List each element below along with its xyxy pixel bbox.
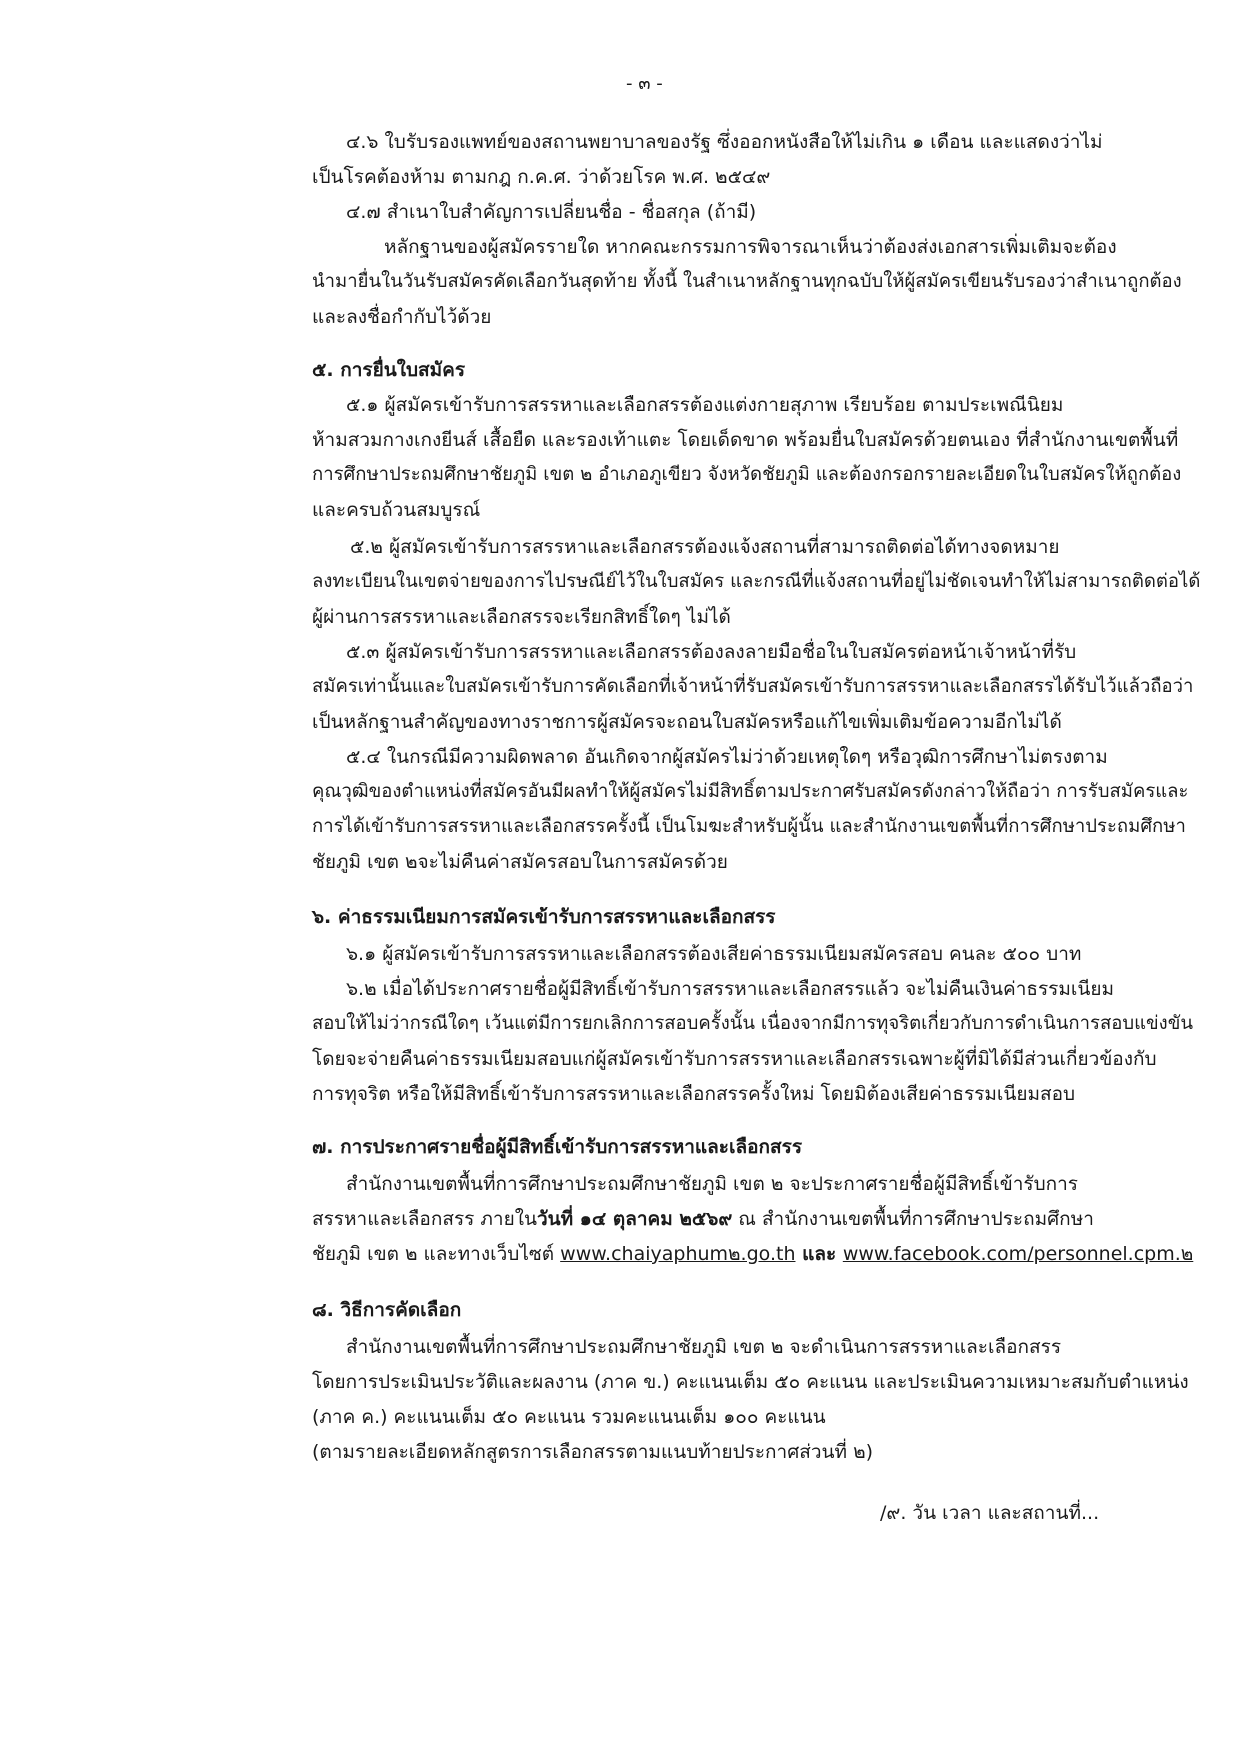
item-5-4-line-1: ๕.๔ ในกรณีมีความผิดพลาด อันเกิดจากผู้สมัครไม่ว่าด้วยเหตุใดๆ หรือวุฒิการศึกษาไม่ตรงตาม <box>346 746 1108 768</box>
item-5-1-line-4: และครบถ้วนสมบูรณ์ <box>312 499 481 521</box>
item-5-2-line-3: ผู้ผ่านการสรรหาและเลือกสรรจะเรียกสิทธิ์ใดๆ ไม่ได้ <box>312 606 731 628</box>
selection-line-3: (ภาค ค.) คะแนนเต็ม ๕๐ คะแนน รวมคะแนนเต็ม ๑๐๐ คะแนน <box>312 1406 826 1428</box>
section-7-heading: ๗. การประกาศรายชื่อผู้มีสิทธิ์เข้ารับการสรรหาและเลือกสรร <box>312 1136 803 1158</box>
item-5-1-line-1: ๕.๑ ผู้สมัครเข้ารับการสรรหาและเลือกสรรต้องแต่งกายสุภาพ เรียบร้อย ตามประเพณีนิยม <box>346 394 1064 416</box>
note-line-1: หลักฐานของผู้สมัครรายใด หากคณะกรรมการพิจารณาเห็นว่าต้องส่งเอกสารเพิ่มเติมจะต้อง <box>384 236 1117 258</box>
item-5-2-line-1: ๕.๒ ผู้สมัครเข้ารับการสรรหาและเลือกสรรต้องแจ้งสถานที่สามารถติดต่อได้ทางจดหมาย <box>350 536 1060 558</box>
item-6-2-line-2: สอบให้ไม่ว่ากรณีใดๆ เว้นแต่มีการยกเลิกการสอบครั้งนั้น เนื่องจากมีการทุจริตเกี่ยวกับการดำเนินการสอบแข่งขัน <box>312 1013 1193 1034</box>
continuation-note: /๙. วัน เวลา และสถานที่... <box>880 1502 1100 1524</box>
and-text: และ <box>795 1243 843 1265</box>
announcement-text: สรรหาและเลือกสรร ภายใน <box>312 1208 537 1230</box>
selection-line-4: (ตามรายละเอียดหลักสูตรการเลือกสรรตามแนบท้ายประกาศส่วนที่ ๒) <box>312 1441 874 1463</box>
website-link[interactable]: www.chaiyaphum๒.go.th <box>560 1243 796 1265</box>
item-5-3-line-1: ๕.๓ ผู้สมัครเข้ารับการสรรหาและเลือกสรรต้องลงลายมือชื่อในใบสมัครต่อหน้าเจ้าหน้าที่รับ <box>346 641 1077 663</box>
announcement-date: วันที่ ๑๔ ตุลาคม ๒๕๖๙ <box>537 1208 733 1230</box>
item-6-2-line-4: การทุจริต หรือให้มีสิทธิ์เข้ารับการสรรหาและเลือกสรรครั้งใหม่ โดยมิต้องเสียค่าธรรมเนียมสอบ <box>312 1083 1076 1105</box>
announcement-line-3 <box>312 1240 1193 1268</box>
item-5-3-line-2: สมัครเท่านั้นและใบสมัครเข้ารับการคัดเลือกที่เจ้าหน้าที่รับสมัครเข้ารับการสรรหาและเลือกสรรได้รับไว้แล้วถือว่า <box>312 676 1194 697</box>
item-4-6-line-1: ๔.๖ ใบรับรองแพทย์ของสถานพยาบาลของรัฐ ซึ่งออกหนังสือให้ไม่เกิน ๑ เดือน และแสดงว่าไม่ <box>346 131 1103 153</box>
selection-line-1: สำนักงานเขตพื้นที่การศึกษาประถมศึกษาชัยภูมิ เขต ๒ จะดำเนินการสรรหาและเลือกสรร <box>346 1336 1062 1358</box>
item-6-2-line-3: โดยจะจ่ายคืนค่าธรรมเนียมสอบแก่ผู้สมัครเข้ารับการสรรหาและเลือกสรรเฉพาะผู้ที่มิได้มีส่วนเกี่ยวข้องกับ <box>312 1048 1157 1070</box>
website-intro: ชัยภูมิ เขต ๒ และทางเว็บไซต์ <box>312 1243 561 1265</box>
section-8-heading: ๘. วิธีการคัดเลือก <box>312 1299 462 1321</box>
facebook-link[interactable]: www.facebook.com/personnel.cpm.๒ <box>842 1243 1194 1265</box>
item-5-4-line-3: การได้เข้ารับการสรรหาและเลือกสรรครั้งนี้ เป็นโมฆะสำหรับผู้นั้น และสำนักงานเขตพื้นที่การศึกษาประถมศึกษา <box>312 816 1186 837</box>
note-line-2: นำมายื่นในวันรับสมัครคัดเลือกวันสุดท้าย ทั้งนี้ ในสำเนาหลักฐานทุกฉบับให้ผู้สมัครเขียนรับรองว่าสำเนาถูกต้อง <box>312 271 1182 292</box>
item-6-1: ๖.๑ ผู้สมัครเข้ารับการสรรหาและเลือกสรรต้องเสียค่าธรรมเนียมสมัครสอบ คนละ ๕๐๐ บาท <box>346 943 1082 965</box>
item-5-2-line-2: ลงทะเบียนในเขตจ่ายของการไปรษณีย์ไว้ในใบสมัคร และกรณีที่แจ้งสถานที่อยู่ไม่ชัดเจนทำให้ไม่สามารถติดต่อได้ <box>312 571 1201 592</box>
item-4-7: ๔.๗ สำเนาใบสำคัญการเปลี่ยนชื่อ - ชื่อสกุล (ถ้ามี) <box>346 201 757 223</box>
item-6-2-line-1: ๖.๒ เมื่อได้ประกาศรายชื่อผู้มีสิทธิ์เข้ารับการสรรหาและเลือกสรรแล้ว จะไม่คืนเงินค่าธรรมเนียม <box>346 978 1115 1000</box>
item-5-3-line-3: เป็นหลักฐานสำคัญของทางราชการผู้สมัครจะถอนใบสมัครหรือแก้ไขเพิ่มเติมข้อความอีกไม่ได้ <box>312 711 1062 733</box>
announcement-line-1: สำนักงานเขตพื้นที่การศึกษาประถมศึกษาชัยภูมิ เขต ๒ จะประกาศรายชื่อผู้มีสิทธิ์เข้ารับการ <box>346 1173 1079 1195</box>
item-5-1-line-3: การศึกษาประถมศึกษาชัยภูมิ เขต ๒ อำเภอภูเขียว จังหวัดชัยภูมิ และต้องกรอกรายละเอียดในใบสมัครให้ถูกต้อง <box>312 464 1182 485</box>
section-5-heading: ๕. การยื่นใบสมัคร <box>312 359 466 381</box>
selection-line-2: โดยการประเมินประวัติและผลงาน (ภาค ข.) คะแนนเต็ม ๕๐ คะแนน และประเมินความเหมาะสมกับตำแหน่ง <box>312 1371 1189 1393</box>
item-5-4-line-2: คุณวุฒิของตำแหน่งที่สมัครอันมีผลทำให้ผู้สมัครไม่มีสิทธิ์ตามประกาศรับสมัครดังกล่าวให้ถือว่า การรับสมัครและ <box>312 781 1189 802</box>
announcement-line-2 <box>312 1205 1094 1233</box>
note-line-3: และลงชื่อกำกับไว้ด้วย <box>312 306 492 328</box>
item-5-1-line-2: ห้ามสวมกางเกงยีนส์ เสื้อยืด และรองเท้าแตะ โดยเด็ดขาด พร้อมยื่นใบสมัครด้วยตนเอง ที่สำนักงานเขตพื้นที่ <box>312 429 1179 451</box>
item-5-4-line-4: ชัยภูมิ เขต ๒จะไม่คืนค่าสมัครสอบในการสมัครด้วย <box>312 851 728 873</box>
section-6-heading: ๖. ค่าธรรมเนียมการสมัครเข้ารับการสรรหาและเลือกสรร <box>312 906 776 928</box>
announcement-location: ณ สำนักงานเขตพื้นที่การศึกษาประถมศึกษา <box>732 1208 1094 1230</box>
page-number: - ๓ - <box>626 73 663 94</box>
item-4-6-line-2: เป็นโรคต้องห้าม ตามกฎ ก.ค.ศ. ว่าด้วยโรค พ.ศ. ๒๕๔๙ <box>312 166 771 188</box>
